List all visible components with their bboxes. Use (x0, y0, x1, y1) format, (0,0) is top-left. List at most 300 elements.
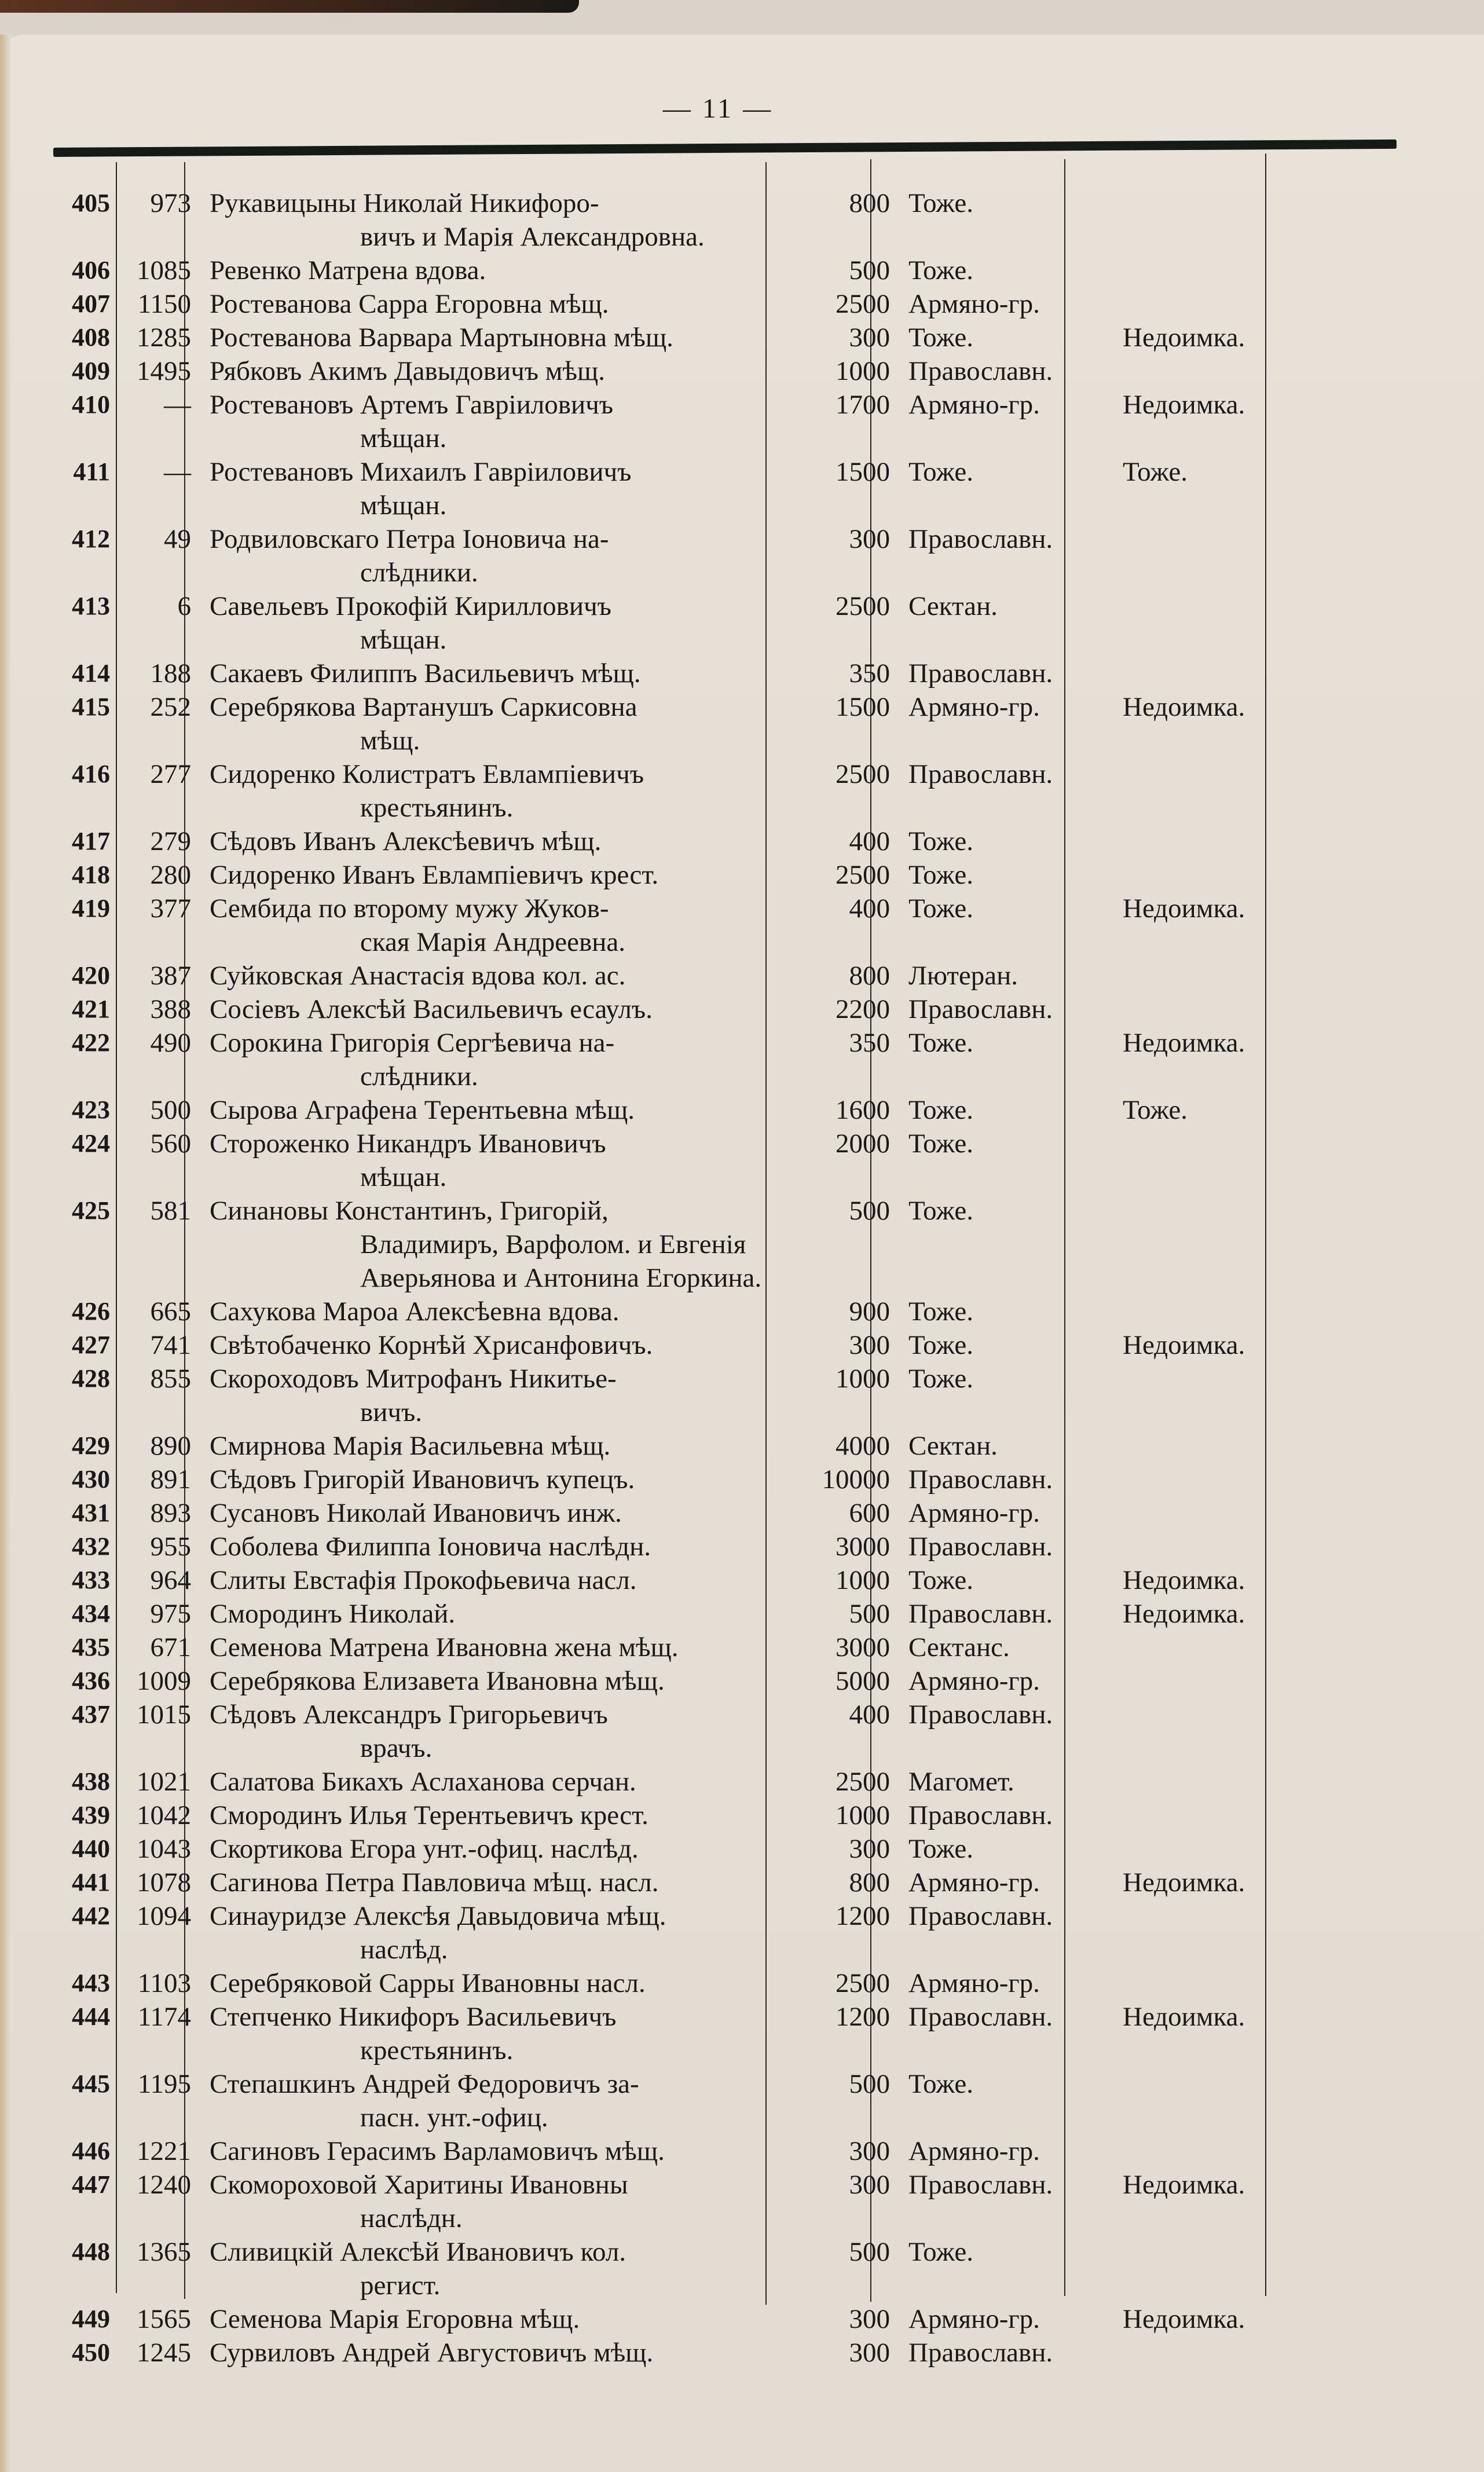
note (1105, 1765, 1325, 1799)
owner-name (198, 993, 789, 1026)
note (1105, 522, 1325, 589)
religion: Тоже. (908, 2069, 973, 2099)
religion: Православн. (908, 1901, 1053, 1931)
table-row (41, 1429, 1325, 1463)
entry-number: 387 (150, 961, 191, 991)
amount: 400 (849, 826, 890, 856)
entry-number: 1240 (137, 2170, 191, 2200)
entry-number: 1021 (137, 1767, 191, 1797)
amount: 2500 (836, 759, 890, 789)
owner-name (198, 1832, 789, 1866)
entry-number: 279 (150, 826, 191, 856)
table-row (41, 455, 1325, 522)
owner-name-line: Слиты Евстафія Прокофьевича насл. (210, 1565, 637, 1595)
religion: Православн. (908, 994, 1053, 1024)
book-binding-edge (0, 0, 579, 13)
owner-name-line: Ростеванова Варвара Мартыновна мѣщ. (210, 323, 673, 353)
entry-number: 1009 (137, 1666, 191, 1696)
amount: 1700 (836, 390, 890, 420)
table-row (41, 321, 1325, 354)
note (1105, 1295, 1325, 1328)
religion: Сектанс. (908, 1632, 1010, 1662)
page-number: — 11 — (662, 93, 774, 124)
note (1105, 1463, 1325, 1496)
religion: Православн. (908, 1532, 1053, 1562)
table-row (41, 186, 1325, 254)
owner-name-line: Ревенко Матрена вдова. (210, 255, 486, 285)
amount: 600 (849, 1498, 890, 1528)
table-row (41, 1563, 1325, 1597)
religion: Тоже. (908, 1095, 973, 1125)
amount: 1500 (836, 692, 890, 722)
owner-name-line: Серебряковой Сарры Ивановны насл. (210, 1968, 646, 1998)
owner-name-continuation: Аверьянова и Антонина Егоркина. (360, 1263, 762, 1293)
amount: 800 (849, 188, 890, 218)
religion: Сектан. (908, 1431, 998, 1461)
entry-number: 1078 (137, 1867, 191, 1898)
owner-name-line: Рукавицыны Николай Никифоро- (210, 188, 599, 218)
table-row (41, 1698, 1325, 1765)
owner-name-line: Сурвиловъ Андрей Августовичъ мѣщ. (210, 2338, 654, 2368)
row-number: 417 (72, 827, 110, 855)
amount: 350 (849, 658, 890, 689)
row-number: 413 (72, 592, 110, 620)
owner-name-line: Салатова Бикахъ Аслаханова серчан. (210, 1767, 636, 1797)
table-row (41, 1463, 1325, 1496)
owner-name-line: Сидоренко Иванъ Евлампіевичъ крест. (210, 860, 659, 890)
entry-number: — (164, 390, 191, 420)
owner-name-line: Серебрякова Елизавета Ивановна мѣщ. (210, 1666, 665, 1696)
note (1105, 287, 1325, 321)
owner-name (198, 1530, 789, 1563)
note (1105, 993, 1325, 1026)
table-row (41, 589, 1325, 657)
religion: Армяно-гр. (908, 390, 1040, 420)
religion: Православн. (908, 658, 1053, 689)
owner-name-line: Стороженко Никандръ Ивановичъ (210, 1129, 606, 1159)
owner-name (198, 1765, 789, 1799)
entry-number: 49 (164, 524, 191, 554)
amount: 500 (849, 2237, 890, 2267)
amount: 900 (849, 1297, 890, 1327)
religion: Армяно-гр. (908, 1498, 1040, 1528)
amount: 1200 (836, 1901, 890, 1931)
owner-name-line: Сахукова Мароа Алексѣевна вдова. (210, 1297, 620, 1327)
entry-number: 855 (150, 1364, 191, 1394)
note: Недоимка. (1123, 1028, 1245, 1058)
amount: 1200 (836, 2002, 890, 2032)
note (1105, 354, 1325, 388)
religion: Армяно-гр. (908, 1867, 1040, 1898)
note: Недоимка. (1123, 2170, 1245, 2200)
owner-name-line: Сливицкій Алексѣй Ивановичъ кол. (210, 2237, 626, 2267)
religion: Тоже. (908, 1834, 973, 1864)
note: Недоимка. (1123, 2002, 1245, 2032)
owner-name-continuation: пасн. унт.-офиц. (360, 2103, 548, 2133)
owner-name-line: Синауридзе Алексѣя Давыдовича мѣщ. (210, 1901, 666, 1931)
entry-number: 490 (150, 1028, 191, 1058)
amount: 1000 (836, 1565, 890, 1595)
table-row (41, 1093, 1325, 1127)
note: Недоимка. (1123, 2304, 1245, 2334)
owner-name-line: Сусановъ Николай Ивановичъ инж. (210, 1498, 622, 1528)
owner-name-continuation: мѣщ. (360, 726, 420, 756)
table-row (41, 657, 1325, 690)
note (1105, 1631, 1325, 1664)
amount: 300 (849, 2136, 890, 2166)
amount: 2500 (836, 591, 890, 621)
religion: Тоже. (908, 826, 973, 856)
table-row (41, 1295, 1325, 1328)
owner-name-line: Суйковская Анастасія вдова кол. ас. (210, 961, 626, 991)
row-number: 406 (72, 256, 110, 284)
amount: 5000 (836, 1666, 890, 1696)
amount: 300 (849, 2304, 890, 2334)
owner-name (198, 1664, 789, 1698)
row-number: 429 (72, 1431, 110, 1460)
entry-number: 1150 (137, 289, 191, 319)
note: Недоимка. (1123, 893, 1245, 924)
owner-name-line: Серебрякова Вартанушъ Саркисовна (210, 692, 637, 722)
owner-name (198, 1563, 789, 1597)
table-row (41, 2336, 1325, 2370)
amount: 3000 (836, 1532, 890, 1562)
row-number: 439 (72, 1801, 110, 1829)
owner-name (198, 1093, 789, 1127)
religion: Тоже. (908, 323, 973, 353)
table-row (41, 1194, 1325, 1295)
entry-number: 1195 (137, 2069, 191, 2099)
row-number: 435 (72, 1633, 110, 1661)
note: Недоимка. (1123, 692, 1245, 722)
religion: Сектан. (908, 591, 998, 621)
note: Недоимка. (1123, 1565, 1245, 1595)
amount: 10000 (822, 1464, 890, 1495)
row-number: 442 (72, 1902, 110, 1930)
note: Тоже. (1123, 1095, 1188, 1125)
entry-number: 1015 (137, 1700, 191, 1730)
owner-name (198, 1966, 789, 2000)
amount: 3000 (836, 1632, 890, 1662)
table-row (41, 1530, 1325, 1563)
note (1105, 1799, 1325, 1832)
entry-number: 560 (150, 1129, 191, 1159)
owner-name-continuation: крестьянинъ. (360, 793, 514, 823)
entry-number: 975 (150, 1599, 191, 1629)
amount: 300 (849, 323, 890, 353)
religion: Православн. (908, 759, 1053, 789)
table-row (41, 2168, 1325, 2235)
owner-name (198, 1429, 789, 1463)
owner-name (198, 690, 789, 757)
owner-name (198, 589, 789, 657)
row-number: 415 (72, 693, 110, 721)
amount: 2500 (836, 289, 890, 319)
table-row (41, 2067, 1325, 2134)
note (1105, 1966, 1325, 2000)
amount: 2500 (836, 1767, 890, 1797)
amount: 1000 (836, 356, 890, 386)
row-number: 449 (72, 2305, 110, 2333)
note: Недоимка. (1123, 323, 1245, 353)
amount: 1000 (836, 1364, 890, 1394)
owner-name-continuation: слѣдники. (360, 558, 478, 588)
religion: Тоже. (908, 1129, 973, 1159)
religion: Тоже. (908, 893, 973, 924)
owner-name (198, 1496, 789, 1530)
owner-name (198, 2067, 789, 2134)
owner-name-continuation: мѣщан. (360, 1162, 447, 1192)
owner-name-continuation: крестьянинъ. (360, 2035, 514, 2066)
table-row (41, 690, 1325, 757)
religion: Армяно-гр. (908, 2136, 1040, 2166)
owner-name-line: Ростеванова Сарра Егоровна мѣщ. (210, 289, 609, 319)
owner-name (198, 1899, 789, 1966)
row-number: 446 (72, 2137, 110, 2165)
owner-name (198, 321, 789, 354)
religion: Тоже. (908, 860, 973, 890)
owner-name (198, 1597, 789, 1631)
owner-name-line: Степашкинъ Андрей Федоровичъ за- (210, 2069, 639, 2099)
amount: 500 (849, 255, 890, 285)
amount: 300 (849, 524, 890, 554)
religion: Православн. (908, 1800, 1053, 1830)
entry-number: 891 (150, 1464, 191, 1495)
owner-name-continuation: мѣщан. (360, 423, 447, 453)
owner-name-line: Сагиновъ Герасимъ Варламовичъ мѣщ. (210, 2136, 665, 2166)
entry-number: 1285 (137, 323, 191, 353)
row-number: 440 (72, 1834, 110, 1863)
note (1105, 1530, 1325, 1563)
table-row (41, 825, 1325, 858)
table-row (41, 1866, 1325, 1899)
row-number: 410 (72, 390, 110, 419)
amount: 500 (849, 1599, 890, 1629)
owner-name (198, 657, 789, 690)
note (1105, 959, 1325, 993)
entry-number: 964 (150, 1565, 191, 1595)
table-row (41, 1597, 1325, 1631)
owner-name-line: Сырова Аграфена Терентьевна мѣщ. (210, 1095, 635, 1125)
amount: 1600 (836, 1095, 890, 1125)
entry-number: 1245 (137, 2338, 191, 2368)
row-number: 421 (72, 995, 110, 1023)
owner-name (198, 1799, 789, 1832)
table-row (41, 1664, 1325, 1698)
religion: Тоже. (908, 1565, 973, 1595)
table-row (41, 354, 1325, 388)
owner-name-line: Савельевъ Прокофій Кирилловичъ (210, 591, 611, 621)
owner-name (198, 1866, 789, 1899)
amount: 500 (849, 1196, 890, 1226)
owner-name (198, 1328, 789, 1362)
owner-name-line: Смородинъ Илья Терентьевичъ крест. (210, 1800, 648, 1830)
owner-name (198, 1194, 789, 1295)
owner-name-continuation: Владимиръ, Варфолом. и Евгенія (360, 1229, 746, 1259)
table-row (41, 388, 1325, 455)
entry-number: 1565 (137, 2304, 191, 2334)
row-number: 444 (72, 2002, 110, 2031)
owner-name (198, 2336, 789, 2370)
religion: Православн. (908, 2002, 1053, 2032)
note (1105, 1832, 1325, 1866)
row-number: 419 (72, 894, 110, 922)
table-row (41, 254, 1325, 287)
registry-table (41, 186, 1325, 2370)
owner-name (198, 388, 789, 455)
owner-name-continuation: мѣщан. (360, 625, 447, 655)
row-number: 425 (72, 1196, 110, 1225)
owner-name (198, 1295, 789, 1328)
religion: Православн. (908, 356, 1053, 386)
row-number: 426 (72, 1297, 110, 1325)
owner-name-line: Сидоренко Колистратъ Евлампіевичъ (210, 759, 644, 789)
owner-name (198, 858, 789, 892)
owner-name (198, 1127, 789, 1194)
owner-name-line: Сѣдовъ Григорій Ивановичъ купецъ. (210, 1464, 635, 1495)
note (1105, 254, 1325, 287)
entry-number: 581 (150, 1196, 191, 1226)
row-number: 428 (72, 1364, 110, 1393)
owner-name-line: Смирнова Марія Васильевна мѣщ. (210, 1431, 611, 1461)
owner-name-line: Степченко Никифоръ Васильевичъ (210, 2002, 617, 2032)
table-row (41, 1496, 1325, 1530)
owner-name (198, 522, 789, 589)
entry-number: 1103 (137, 1968, 191, 1998)
entry-number: 973 (150, 188, 191, 218)
owner-name-line: Сѣдовъ Александръ Григорьевичъ (210, 1700, 608, 1730)
entry-number: 6 (177, 591, 191, 621)
row-number: 430 (72, 1465, 110, 1493)
row-number: 437 (72, 1700, 110, 1728)
row-number: 418 (72, 860, 110, 889)
religion: Тоже. (908, 1364, 973, 1394)
amount: 300 (849, 2338, 890, 2368)
religion: Лютеран. (908, 961, 1018, 991)
entry-number: 893 (150, 1498, 191, 1528)
row-number: 441 (72, 1868, 110, 1896)
entry-number: 252 (150, 692, 191, 722)
row-number: 436 (72, 1667, 110, 1695)
owner-name-line: Смородинъ Николай. (210, 1599, 456, 1629)
owner-name (198, 2302, 789, 2336)
row-number: 412 (72, 525, 110, 553)
owner-name-line: Семенова Матрена Ивановна жена мѣщ. (210, 1632, 679, 1662)
note (1105, 757, 1325, 825)
note (1105, 2067, 1325, 2134)
table-row (41, 287, 1325, 321)
entry-number: 671 (150, 1632, 191, 1662)
owner-name-line: Свѣтобаченко Корнѣй Хрисанфовичъ. (210, 1330, 653, 1360)
religion: Православн. (908, 1700, 1053, 1730)
note (1105, 186, 1325, 254)
religion: Православн. (908, 524, 1053, 554)
table-row (41, 1328, 1325, 1362)
table-row (41, 858, 1325, 892)
table-row (41, 1832, 1325, 1866)
table-row (41, 1127, 1325, 1194)
entry-number: 741 (150, 1330, 191, 1360)
row-number: 450 (72, 2338, 110, 2367)
owner-name (198, 1463, 789, 1496)
row-number: 416 (72, 760, 110, 788)
entry-number: 1495 (137, 356, 191, 386)
note (1105, 2134, 1325, 2168)
owner-name (198, 1026, 789, 1093)
entry-number: 1365 (137, 2237, 191, 2267)
note (1105, 1194, 1325, 1295)
amount: 1500 (836, 457, 890, 487)
owner-name (198, 455, 789, 522)
religion: Армяно-гр. (908, 289, 1040, 319)
owner-name-line: Скортикова Егора унт.-офиц. наслѣд. (210, 1834, 639, 1864)
religion: Тоже. (908, 1196, 973, 1226)
row-number: 424 (72, 1129, 110, 1158)
note: Недоимка. (1123, 390, 1245, 420)
owner-name-line: Ростевановъ Артемъ Гавріиловичъ (210, 390, 614, 420)
note (1105, 825, 1325, 858)
religion: Православн. (908, 1599, 1053, 1629)
table-row (41, 2000, 1325, 2067)
row-number: 411 (73, 457, 110, 486)
owner-name (198, 1698, 789, 1765)
table-row (41, 522, 1325, 589)
amount: 400 (849, 893, 890, 924)
page-gutter (0, 35, 10, 2472)
religion: Армяно-гр. (908, 2304, 1040, 2334)
religion: Тоже. (908, 457, 973, 487)
table-row (41, 757, 1325, 825)
row-number: 405 (72, 189, 110, 217)
religion: Тоже. (908, 255, 973, 285)
religion: Тоже. (908, 188, 973, 218)
amount: 2000 (836, 1129, 890, 1159)
owner-name (198, 1631, 789, 1664)
amount: 2500 (836, 1968, 890, 1998)
entry-number: 1221 (137, 2136, 191, 2166)
owner-name-line: Скороходовъ Митрофанъ Никитье- (210, 1364, 617, 1394)
row-number: 434 (72, 1599, 110, 1628)
owner-name-continuation: наслѣдн. (360, 2203, 463, 2233)
amount: 2500 (836, 860, 890, 890)
entry-number: 277 (150, 759, 191, 789)
owner-name (198, 2134, 789, 2168)
amount: 300 (849, 1330, 890, 1360)
owner-name (198, 959, 789, 993)
owner-name-line: Сосіевъ Алексѣй Васильевичъ есаулъ. (210, 994, 653, 1024)
entry-number: — (164, 457, 191, 487)
table-row (41, 1631, 1325, 1664)
owner-name-continuation: ская Марія Андреевна. (360, 927, 625, 957)
amount: 300 (849, 2170, 890, 2200)
religion: Армяно-гр. (908, 1666, 1040, 1696)
entry-number: 1085 (137, 255, 191, 285)
entry-number: 1042 (137, 1800, 191, 1830)
owner-name-continuation: наслѣд. (360, 1935, 448, 1965)
religion: Православн. (908, 2338, 1053, 2368)
entry-number: 280 (150, 860, 191, 890)
row-number: 420 (72, 961, 110, 990)
amount: 800 (849, 1867, 890, 1898)
row-number: 408 (72, 323, 110, 351)
owner-name-continuation: регист. (360, 2270, 441, 2301)
amount: 2200 (836, 994, 890, 1024)
table-row (41, 2302, 1325, 2336)
religion: Тоже. (908, 1028, 973, 1058)
amount: 350 (849, 1028, 890, 1058)
note (1105, 2235, 1325, 2302)
owner-name (198, 2000, 789, 2067)
